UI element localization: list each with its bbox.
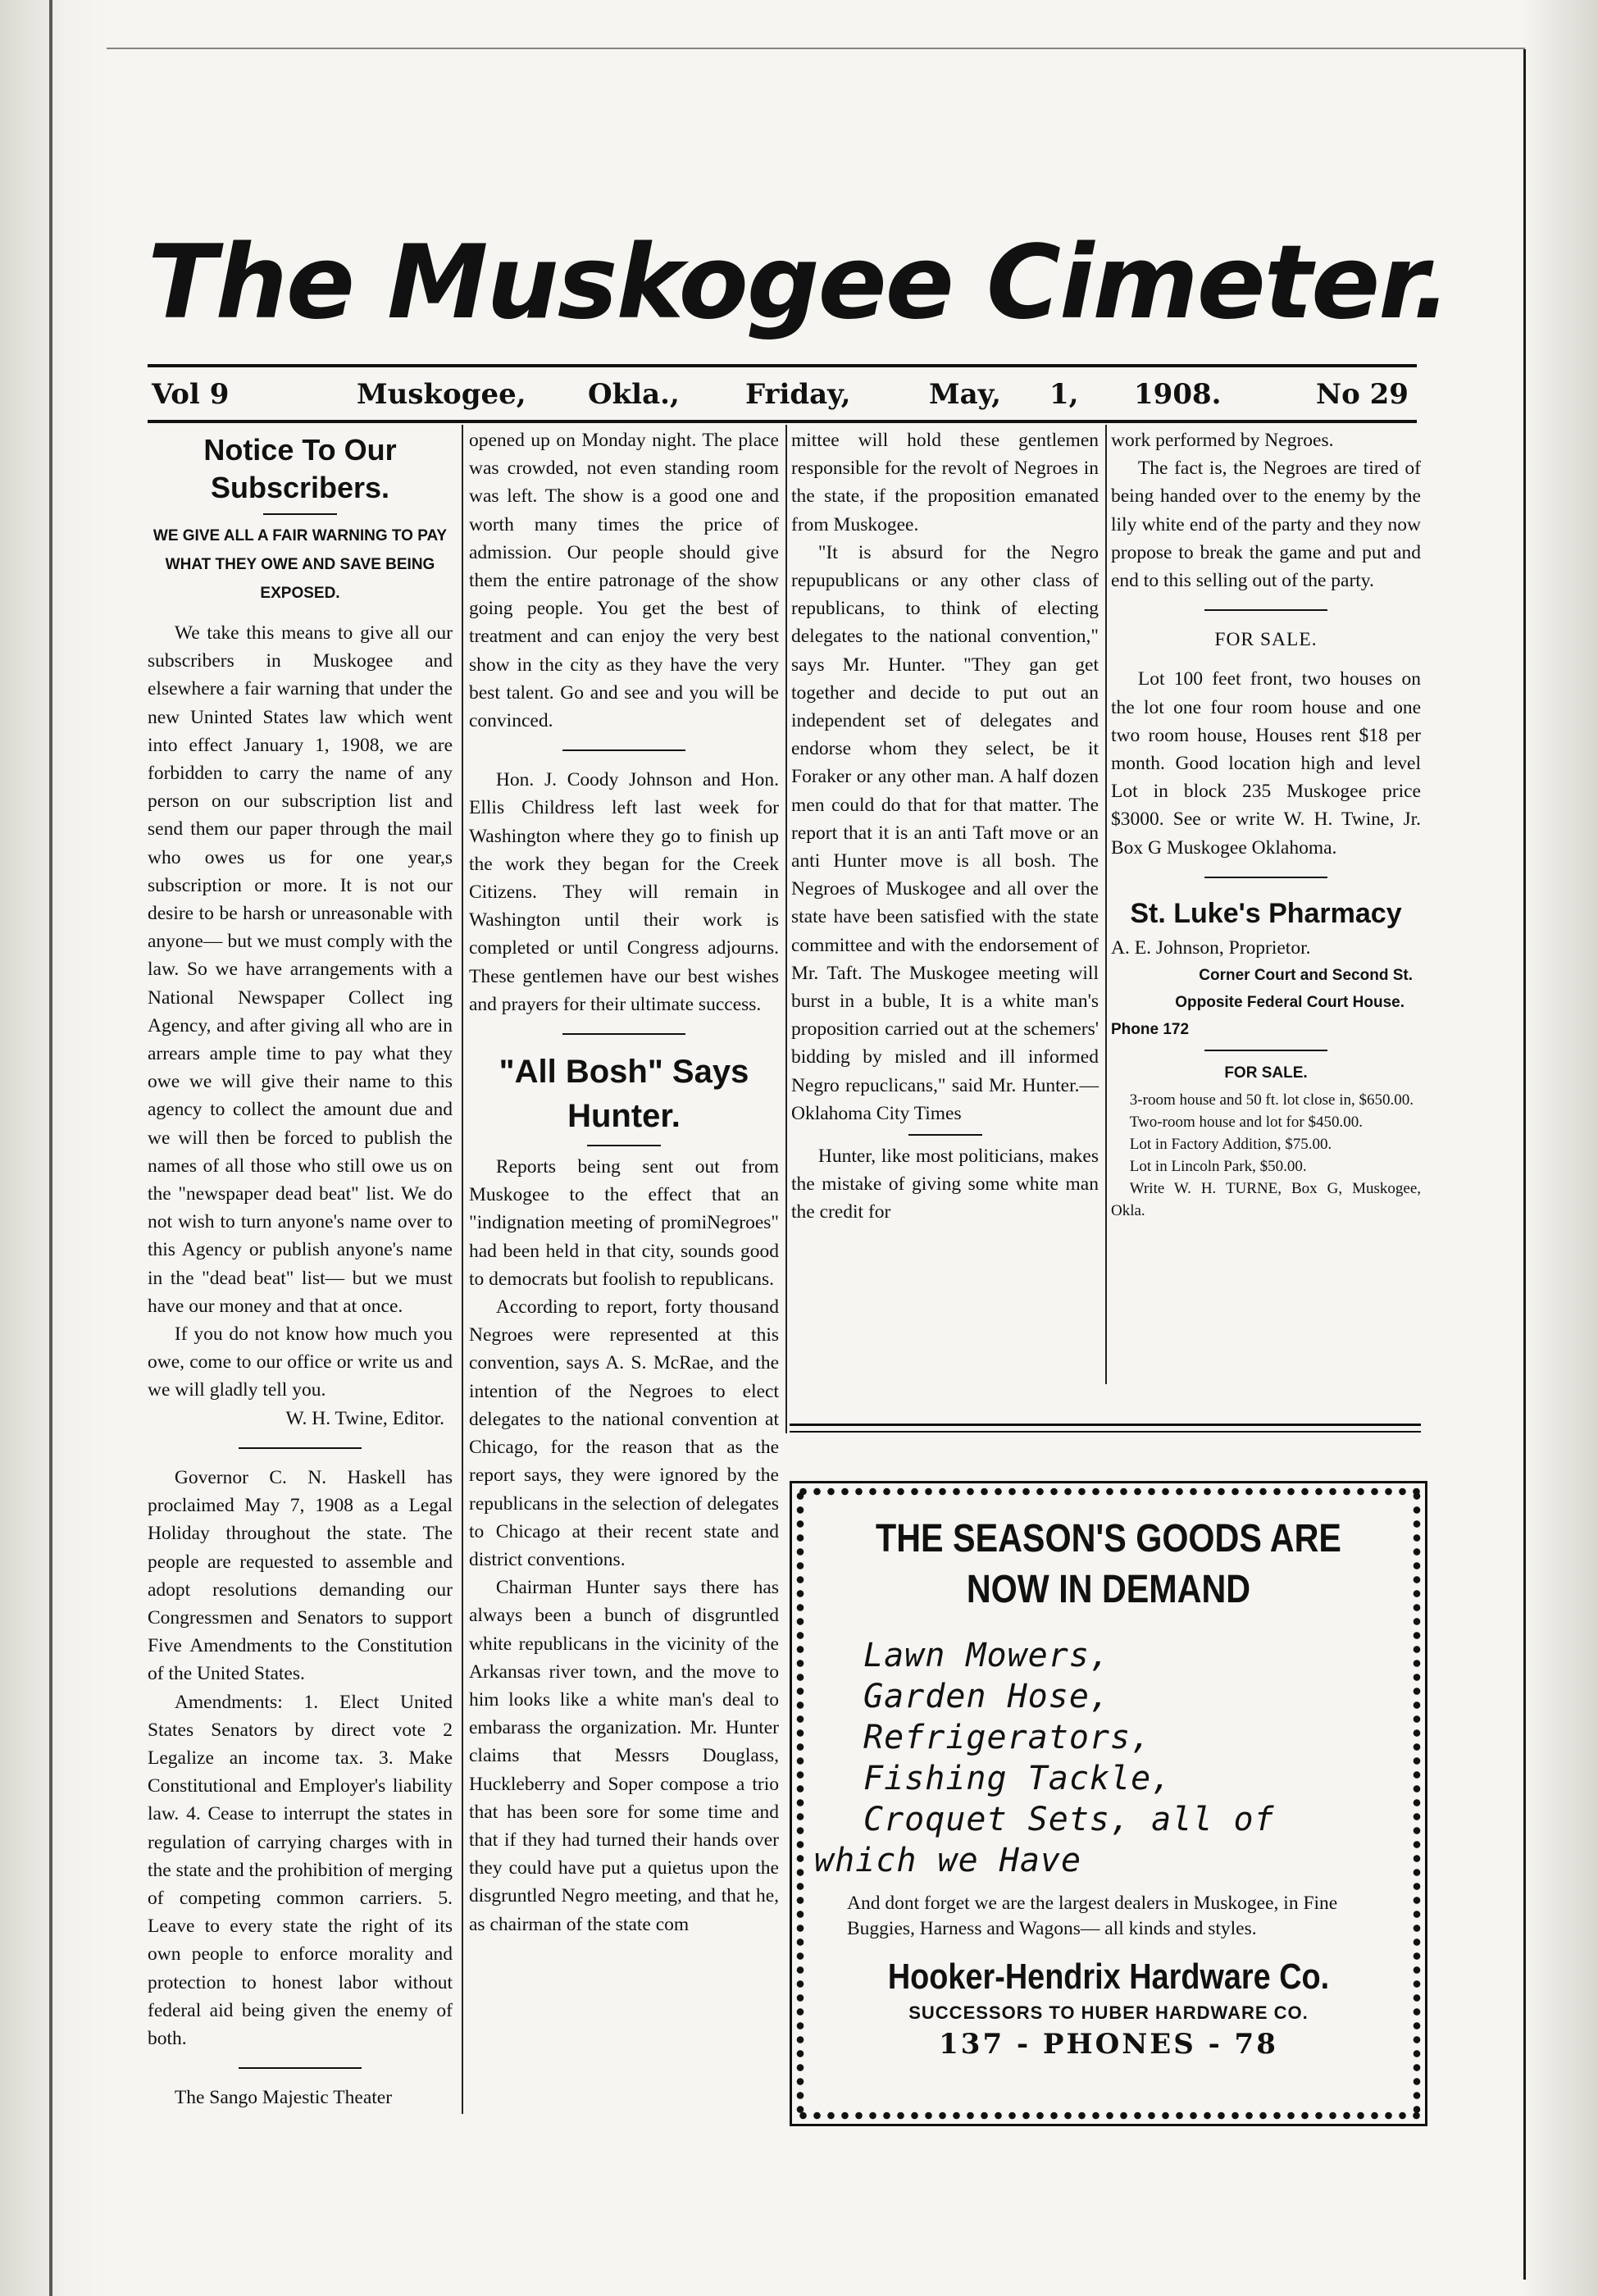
bosh-paragraph: The fact is, the Negroes are tired of being handed over to the enemy by the lily white end of the party and they now propose to break the game and put and end to this selling out of the party. (1111, 458, 1421, 592)
ad-dot-border-left (794, 1489, 806, 2118)
bosh-paragraph-cont: work performed by Negroes. (1111, 430, 1334, 451)
weekday: Friday, (745, 378, 851, 411)
divider (562, 1033, 685, 1035)
section-rule (790, 1431, 1421, 1433)
notice-title: Notice To Our Subscribers. (203, 433, 397, 504)
ad-successors: SUCCESSORS TO HUBER HARDWARE CO. (908, 2002, 1309, 2023)
divider (908, 1134, 982, 1136)
bosh-paragraph: Reports being sent out from Muskogee to the effect that an "indignation meeting of promiNegroes" had been held in that city, sounds good to democrats but foolish to republicans. (469, 1156, 779, 1290)
theater-paragraph-cont: opened up on Monday night. The place was crowded, not even standing room was left. The show is a good one and worth many times the price of admission. Our people should give them the entire patronage of the show going people. You get the best of treatment and can enjoy the very best show in the city as they have the very best talent. Go and see and you will be convinced. (469, 430, 779, 732)
ad-headline: NOW IN DEMAND (966, 1568, 1251, 1611)
column-3 (791, 426, 1099, 1227)
ad-item: Lawn Mowers, (863, 1637, 1110, 1674)
divider (1204, 877, 1327, 878)
page-border-line (1523, 49, 1526, 2280)
for-sale-listings (1111, 1089, 1421, 1222)
page-right-edge (1520, 0, 1598, 2296)
notice-subhead: WE GIVE ALL A FAIR WARNING TO PAY WHAT THEY OWE AND SAVE BEING EXPOSED. (153, 527, 448, 602)
governor-paragraph: Governor C. N. Haskell has proclaimed May 7, 1908 as a Legal Holiday throughout the state. The people are requested to assemble and adopt resolutions demanding our Congressmen and Senators to support Five Amendments to the Constitution of the United States. (148, 1466, 453, 1685)
bosh-title: "All Bosh" Says Hunter. (499, 1054, 749, 1135)
divider (239, 2067, 362, 2069)
column-4 (1111, 426, 1421, 1222)
ad-item: Croquet Sets, all of (863, 1801, 1275, 1838)
bosh-paragraph: Hunter, like most politicians, makes the mistake of giving some white man the credit for (791, 1146, 1099, 1223)
ad-body: And dont forget we are the largest dealers in Muskogee, in Fine Buggies, Harness and Wagons— all kinds and styles. (847, 1893, 1338, 1939)
ad-dot-border-right (1411, 1489, 1423, 2118)
notice-signature: W. H. Twine, Editor. (285, 1407, 444, 1429)
bosh-paragraph-cont: mittee will hold these gentlemen responsible for the revolt of Negroes in the state, if the proposition emanated from Muskogee. (791, 430, 1099, 535)
column-1 (148, 426, 453, 2112)
ad-item: Fishing Tackle, (863, 1760, 1172, 1797)
section-rule (790, 1424, 1421, 1426)
theater-paragraph-start: The Sango Majestic Theater (174, 2087, 393, 2109)
column-rule-3 (1105, 425, 1107, 1384)
city: Muskogee, (357, 378, 526, 411)
bosh-paragraph: Chairman Hunter says there has always been a bunch of disgruntled white republicans in the vicinity of the Arkansas river town, and the move to him looks like a white man's deal to embarass the organization. Mr. Hunter claims that Messrs Douglass, Huckleberry and Soper compose a trio that has been sore for some time and that if they had turned their hands over they could have put a quietus upon the disgruntled Negro meeting, and that he, as chairman of the state com (469, 1577, 779, 1935)
ad-item: Refrigerators, (863, 1719, 1152, 1756)
ad-item: which we Have (814, 1842, 1082, 1879)
binding-spine (49, 0, 52, 2296)
ad-headline: THE SEASON'S GOODS ARE (876, 1517, 1341, 1560)
pharmacy-phone: Phone 172 (1111, 1021, 1190, 1039)
hardware-advertisement (790, 1481, 1427, 2126)
johnson-paragraph: Hon. J. Coody Johnson and Hon. Ellis Childress left last week for Washington where they go to finish up the work they began for the Creek Citizens. They will remain in Washington until their work is completed or until Congress adjourns. These gentlemen have our best wishes and prayers for their ultimate success. (469, 769, 779, 1015)
masthead-rule-bottom (148, 420, 1417, 423)
masthead-title: The Muskogee Cimeter. (148, 224, 1450, 342)
ad-item: Garden Hose, (863, 1678, 1110, 1715)
divider (562, 749, 685, 751)
pharmacy-address: Corner Court and Second St. (1199, 967, 1413, 985)
for-sale-title: FOR SALE. (1224, 1064, 1308, 1082)
ad-dot-border-top (796, 1486, 1421, 1497)
divider (587, 1145, 661, 1146)
for-sale-body: Lot 100 feet front, two houses on the lot one four room house and one two room house, Houses rent $18 per month. Good location high and level Lot in block 235 Muskogee price $3000. See or write W. H. Twine, Jr. Box G Muskogee Oklahoma. (1111, 668, 1421, 859)
year: 1908. (1134, 378, 1222, 411)
day-of-month: 1, (1049, 378, 1079, 411)
divider (263, 513, 337, 515)
ad-firm-name: Hooker-Hendrix Hardware Co. (887, 1957, 1330, 1997)
bosh-paragraph: According to report, forty thousand Negroes were represented at this convention, says A. S. McRae, and the intention of the Negroes to elect delegates to the national convention at Chicago, for the reason that as the report says, they were ignored by the republicans in the selection of delegates to Chicago at their recent state and district conventions. (469, 1296, 779, 1570)
ad-items (814, 1635, 1403, 1881)
divider (239, 1447, 362, 1449)
column-rule-1 (462, 425, 463, 2114)
state: Okla., (588, 378, 680, 411)
notice-paragraph: We take this means to give all our subscribers in Muskogee and elsewhere a fair warning that under the new Uninted States law which went into effect January 1, 1908, we are forbidden to carry the name of any person on our subscription list and send them our paper through the mail who owes us for one year,s subscription or more. It is not our desire to be harsh or unreasonable with anyone— but we must comply with the law. So we have arrangements with a National Newspaper Collect ing Agency, and after giving all who are in arrears ample time to pay what they owe we will give their name to this agency to collect the amount due and we will then be forced to publish the names of all those who still owe us on the "newspaper dead beat" list. We do not wish to turn anyone's name over to this Agency or publish anyone's name in the "dead beat" list— but we must have our money and that at once. (148, 622, 453, 1317)
listing: Lot in Lincoln Park, $50.00. (1129, 1158, 1307, 1176)
column-2 (469, 426, 779, 1938)
column-rule-2 (785, 425, 787, 1433)
listing: 3-room house and 50 ft. lot close in, $650.00. (1129, 1091, 1414, 1109)
for-sale-title: FOR SALE. (1214, 629, 1318, 651)
listing: Two-room house and lot for $450.00. (1129, 1114, 1363, 1132)
amendments-paragraph: Amendments: 1. Elect United States Senators by direct vote 2 Legalize an income tax. 3. Make Constitutional and Employer's liability law. 4. Cease to interrupt the states in regulation of carrying charges with in the state and the prohibition of merging of competing common carriers. 5. Leave to every state the right of its own people to enforce morality and protection to honest labor without federal aid being given the enemy of both. (148, 1691, 453, 2049)
page-top-line (107, 48, 1525, 49)
dateline (152, 373, 1418, 416)
page-left-edge (0, 0, 107, 2296)
notice-paragraph: If you do not know how much you owe, come to our office or write us and we will gladly tell you. (148, 1323, 453, 1401)
volume: Vol 9 (152, 378, 230, 411)
masthead-rule-top (148, 364, 1417, 367)
divider (1204, 609, 1327, 611)
month: May, (929, 378, 1002, 411)
listing: Write W. H. TURNE, Box G, Muskogee, Okla. (1111, 1180, 1421, 1220)
pharmacy-address: Opposite Federal Court House. (1175, 994, 1405, 1012)
ad-content (814, 1514, 1403, 2102)
ad-phones: 137 - PHONES - 78 (939, 2028, 1278, 2061)
pharmacy-name: St. Luke's Pharmacy (1130, 897, 1402, 929)
bosh-paragraph: "It is absurd for the Negro repupublicans or any other class of republicans, to think of electing delegates to the national convention," says Mr. Hunter. "They gan get together and decide to put out an independent set of delegates and endorse whom they select, be it Foraker or any other man. A half dozen men could do that for that matter. The report that it is an anti Taft move or an anti Hunter move is all bosh. The Negroes of Muskogee and all over the state have been satisfied with the state committee and with the endorsement of Mr. Taft. The Muskogee meeting will burst in a buble, It is a white man's proposition carried out at the schemers' bidding by misled and ill informed Negro repuclicans," said Mr. Hunter.—Oklahoma City Times (791, 541, 1099, 1124)
ad-dot-border-bottom (796, 2110, 1421, 2121)
issue-number: No 29 (1316, 378, 1409, 411)
listing: Lot in Factory Addition, $75.00. (1129, 1136, 1332, 1154)
divider (1204, 1050, 1327, 1051)
pharmacy-owner: A. E. Johnson, Proprietor. (1111, 936, 1311, 959)
